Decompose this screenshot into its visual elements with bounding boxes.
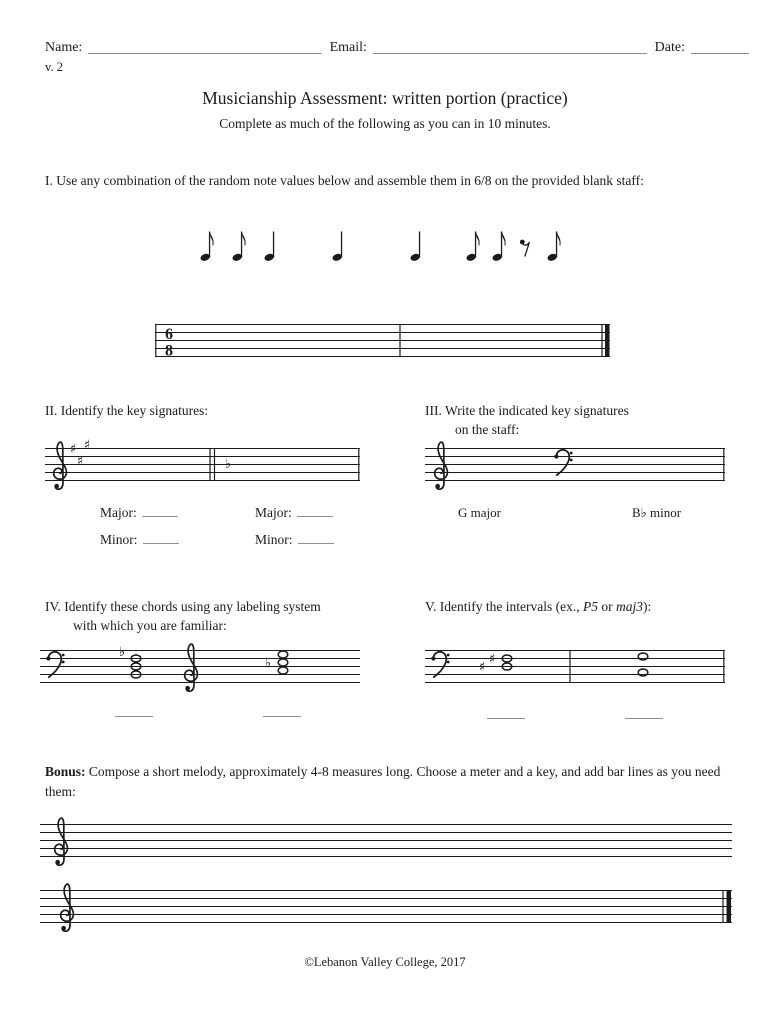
- interval-2: [638, 653, 648, 676]
- bass-clef-icon: [554, 450, 572, 475]
- eighth-note-icon: [200, 228, 215, 262]
- name-label: Name:: [45, 40, 83, 55]
- answer-blank: [297, 503, 333, 517]
- bass-clef-icon: [46, 652, 64, 677]
- section-2-prompt: II. Identify the key signatures:: [45, 403, 209, 418]
- treble-clef-icon: [61, 884, 74, 931]
- copyright-footer: ©Lebanon Valley College, 2017: [304, 955, 466, 969]
- section-3-prompt: III. Write the indicated key signatures on the staff:: [425, 403, 629, 437]
- chord-1: [119, 645, 141, 678]
- eighth-note-icon: [232, 228, 247, 262]
- bonus-prompt: Bonus: Compose a short melody, approximately 4-8 measures long. Choose a meter and a key, and add bar lines as you need them:: [45, 764, 721, 799]
- staff-lines: [425, 651, 725, 683]
- section-1-prompt: I. Use any combination of the random note values below and assemble them in 6/8 on the provided blank staff:: [45, 173, 644, 188]
- treble-clef-icon: [435, 442, 448, 489]
- final-barline-thick: [605, 324, 610, 357]
- interval-answer-blank-2: [625, 705, 663, 719]
- version-label: v. 2: [45, 60, 63, 74]
- key-answer-2-minor: [255, 530, 334, 548]
- flat-icon: ♭: [224, 457, 232, 472]
- header-row: [45, 40, 757, 56]
- staff-lines: [425, 449, 725, 481]
- chord-2: [265, 651, 288, 674]
- answer-blank: [143, 530, 179, 544]
- sharp-icon: ♯: [76, 454, 84, 469]
- whole-note-icon: [278, 667, 288, 674]
- sharp-icon: ♯: [478, 660, 486, 675]
- answer-blank: [142, 503, 178, 517]
- staff-lines: [40, 891, 732, 923]
- chord-answer-blank-1: [115, 703, 153, 717]
- key-answer-1-major: [100, 503, 178, 521]
- whole-note-icon: [278, 659, 288, 666]
- interval-example-1: P5: [582, 599, 598, 614]
- staff-lines: [40, 651, 360, 683]
- key-signature-label-bb-minor: B♭ minor: [632, 505, 682, 520]
- flat-icon: ♭: [264, 656, 272, 671]
- eighth-rest-icon: [519, 228, 532, 262]
- major-label: Major:: [100, 505, 137, 520]
- time-signature-denominator: 8: [165, 342, 173, 360]
- flat-icon: ♭: [118, 645, 126, 660]
- bonus-label: Bonus:: [45, 764, 86, 779]
- staff-section-3: [425, 444, 725, 488]
- final-barline-thick: [727, 890, 732, 923]
- staff-lines: [45, 449, 360, 481]
- eighth-note-icon: [547, 228, 562, 262]
- sharp-icon: ♯: [69, 442, 77, 457]
- quarter-note-icon: [410, 228, 425, 262]
- staff-section-5: [425, 646, 725, 690]
- treble-clef-icon: [55, 818, 68, 865]
- bass-clef-icon: [431, 652, 449, 677]
- sharp-icon: ♯: [488, 652, 496, 667]
- staff-bonus-1: [40, 820, 732, 864]
- key-answer-2-major: [255, 503, 333, 521]
- key-answer-1-minor: [100, 530, 179, 548]
- staff-lines: [155, 325, 610, 357]
- section-4-prompt: IV. Identify these chords using any labeling system with which you are familiar:: [45, 599, 321, 633]
- note-values-row: [200, 228, 570, 268]
- minor-label: Minor:: [255, 532, 293, 547]
- date-label: Date:: [654, 40, 685, 55]
- interval-1: [479, 652, 512, 675]
- treble-clef-icon: [185, 644, 198, 691]
- staff-section-2: [45, 438, 360, 488]
- answer-blank: [298, 530, 334, 544]
- major-label: Major:: [255, 505, 292, 520]
- whole-note-icon: [278, 651, 288, 658]
- staff-section-1: [155, 320, 610, 364]
- minor-label: Minor:: [100, 532, 138, 547]
- staff-lines: [40, 825, 732, 857]
- email-blank: [373, 40, 647, 54]
- page-subtitle: Complete as much of the following as you can in 10 minutes.: [219, 116, 551, 131]
- time-signature-numerator: 6: [165, 326, 173, 343]
- eighth-note-icon: [466, 228, 481, 262]
- interval-answer-blank-1: [487, 705, 525, 719]
- interval-example-2: maj3: [615, 599, 643, 614]
- name-blank: [88, 40, 321, 54]
- page-title: Musicianship Assessment: written portion (practice): [202, 88, 568, 108]
- key-signature-label-g-major: G major: [458, 505, 501, 520]
- section-5-prompt: V. Identify the intervals (ex., P5 or maj3):: [425, 599, 652, 614]
- quarter-note-icon: [332, 228, 347, 262]
- quarter-note-icon: [264, 228, 279, 262]
- staff-section-4: [40, 646, 360, 690]
- treble-clef-icon: [54, 442, 67, 489]
- chord-answer-blank-2: [263, 703, 301, 717]
- sharp-icon: ♯: [83, 438, 91, 453]
- email-label: Email:: [329, 40, 367, 55]
- date-blank: [691, 40, 749, 54]
- staff-bonus-2: [40, 886, 732, 930]
- eighth-note-icon: [492, 228, 507, 262]
